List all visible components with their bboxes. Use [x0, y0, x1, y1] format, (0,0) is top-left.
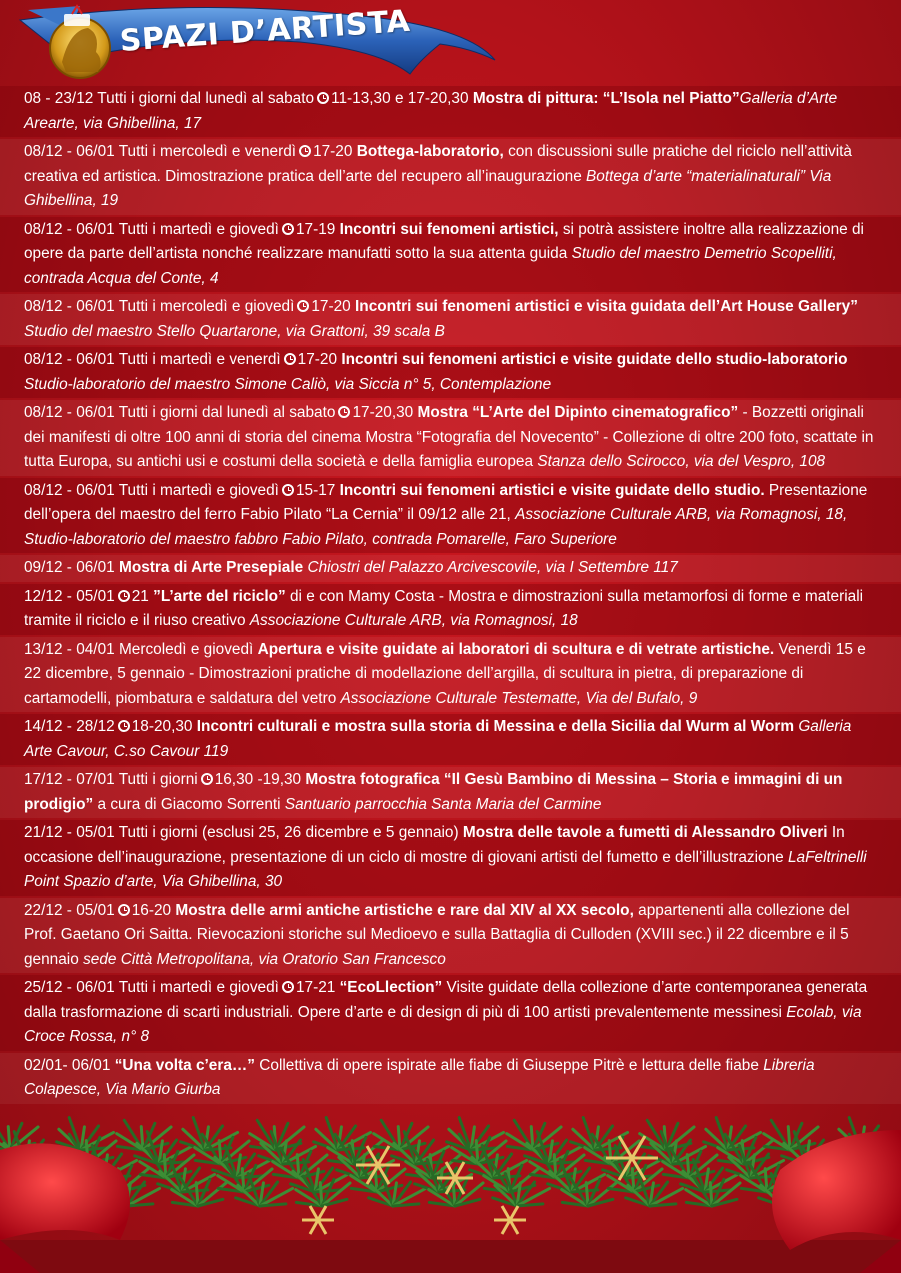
event-entry	[0, 294, 901, 345]
event-location: Libreria Colapesce, Via Mario Giurba	[24, 1056, 815, 1098]
event-entry	[0, 637, 901, 713]
event-title: “EcoLlection”	[339, 979, 443, 996]
event-description: In occasione dell’inaugurazione, presentazione di un ciclo di mostre di giovani artisti del fumetto e dell’illustrazione	[24, 824, 845, 866]
event-location: Ecolab, via Croce Rossa, n° 8	[24, 1003, 862, 1045]
event-location: Stanza dello Scirocco, via del Vespro, 108	[537, 453, 826, 470]
christmas-garland-decoration	[0, 1090, 901, 1273]
event-time: 17-20	[311, 298, 351, 315]
clock-icon	[201, 773, 213, 785]
event-time: 21	[131, 587, 149, 605]
event-location: Associazione Culturale ARB, via Romagnosi, 18	[249, 612, 578, 629]
event-entry	[0, 767, 901, 818]
event-entry	[0, 139, 901, 215]
event-description: appartenenti alla collezione del Prof. Gaetano Ori Saitta. Rievocazioni storiche sul Medioevo e sulla Battaglia di Culloden (XVIII sec.) il 22 dicembre e il 5 gennaio	[24, 901, 850, 968]
event-title: Mostra di Arte Presepiale	[119, 559, 304, 576]
event-date: 08 - 23/12 Tutti i giorni dal lunedì al sabato	[24, 90, 315, 107]
event-title: Incontri sui fenomeni artistici e visite guidate dello studio.	[339, 481, 765, 499]
event-location: Associazione Culturale ARB, via Romagnosi, 18, Studio-laboratorio del maestro fabbro Fabio Pilato, contrada Pomarelle, Faro Superiore	[24, 506, 848, 548]
event-description: Presentazione dell’opera del maestro del ferro Fabio Pilato “La Cernia” il 09/12 alle 21,	[24, 481, 868, 523]
event-title: Mostra delle armi antiche artistiche e rare dal XIV al XX secolo,	[175, 901, 634, 919]
event-description: Collettiva di opere ispirate alle fiabe di Giuseppe Pitrè e lettura delle fiabe	[255, 1056, 764, 1074]
event-date: 14/12 - 28/12	[24, 718, 115, 735]
event-title: ”L’arte del riciclo”	[153, 587, 286, 605]
event-time: 16,30 -19,30	[214, 771, 302, 788]
event-title: Mostra di pittura: “L’Isola nel Piatto”	[472, 90, 740, 107]
event-entry	[0, 400, 901, 476]
event-entry	[0, 217, 901, 293]
event-time: 15-17	[295, 481, 336, 499]
event-title: Apertura e visite guidate ai laboratori di scultura e di vetrate artistiche.	[257, 640, 775, 658]
clock-icon	[338, 406, 350, 418]
event-title: Mostra delle tavole a fumetti di Alessandro Oliveri	[462, 824, 828, 841]
event-title: Mostra “L’Arte del Dipinto cinematografico”	[417, 404, 739, 421]
event-date: 08/12 - 06/01 Tutti i martedì e venerdì	[24, 351, 281, 368]
event-title: Incontri culturali e mostra sulla storia di Messina e della Sicilia dal Wurm al Worm	[196, 718, 795, 735]
event-location: Associazione Culturale Testematte, Via del Bufalo, 9	[340, 689, 698, 707]
event-location: Santuario parrocchia Santa Maria del Carmine	[284, 795, 602, 813]
event-location: Bottega d’arte “materialinaturali” Via Ghibellina, 19	[24, 167, 832, 209]
event-date: 08/12 - 06/01 Tutti i mercoledì e venerdì	[24, 143, 297, 160]
event-time: 18-20,30	[131, 718, 193, 735]
event-location: Galleria Arte Cavour, C.so Cavour 119	[24, 718, 852, 760]
page-title: SPAZI D’ARTISTA	[118, 3, 412, 59]
clock-icon	[118, 904, 130, 916]
event-entry	[0, 555, 901, 582]
event-title: Incontri sui fenomeni artistici e visite guidate dello studio-laboratorio	[341, 351, 848, 368]
clock-icon	[282, 484, 294, 496]
event-location: Chiostri del Palazzo Arcivescovile, via I Settembre 117	[307, 559, 678, 576]
clock-icon	[118, 590, 130, 602]
event-entry	[0, 898, 901, 974]
event-title: Bottega-laboratorio,	[356, 143, 504, 160]
clock-icon	[282, 223, 294, 235]
event-date: 22/12 - 05/01	[24, 901, 115, 919]
clock-icon	[118, 720, 130, 732]
event-time: 17-21	[295, 979, 336, 996]
event-location: Galleria d’Arte Arearte, via Ghibellina, 17	[24, 90, 838, 132]
event-description: Venerdì 15 e 22 dicembre, 5 gennaio - Dimostrazioni pratiche di modellazione dell’argilla, di scultura in pietra, di preparazione di cartamodelli, piombatura e saldatura del vetro	[24, 640, 866, 707]
event-entry	[0, 478, 901, 554]
event-time: 17-19	[295, 220, 336, 238]
event-time: 17-20	[313, 143, 353, 160]
event-title: Mostra fotografica “Il Gesù Bambino di Messina – Storia e immagini di un prodigio”	[24, 771, 843, 813]
event-description: a cura di Giacomo Sorrenti	[93, 795, 285, 813]
event-entry	[0, 820, 901, 896]
event-location: LaFeltrinelli Point Spazio d’arte, Via Ghibellina, 30	[24, 848, 867, 890]
clock-icon	[299, 145, 311, 157]
event-title: “Una volta c’era…”	[114, 1056, 255, 1074]
event-title: Incontri sui fenomeni artistici e visita guidata dell’Art House Gallery”	[355, 298, 858, 315]
event-description: con discussioni sulle pratiche del riciclo nell’attività creativa ed artistica. Dimostrazione pratica dell’arte del recupero all’inaugurazione	[24, 143, 852, 185]
event-date: 08/12 - 06/01 Tutti i martedì e giovedì	[24, 481, 279, 499]
event-date: 02/01- 06/01	[24, 1056, 111, 1074]
event-description: - Bozzetti originali dei manifesti di oltre 100 anni di storia del cinema Mostra “Fotografia del Novecento” - Collezione di oltre 200 foto, scattate in tutta Europa, su antichi usi e costumi della società e della famiglia europea	[24, 404, 874, 470]
event-entry	[0, 975, 901, 1051]
event-date: 21/12 - 05/01 Tutti i giorni (esclusi 25, 26 dicembre e 5 gennaio)	[24, 824, 459, 841]
event-title: Incontri sui fenomeni artistici,	[339, 220, 559, 238]
event-date: 13/12 - 04/01 Mercoledì e giovedì	[24, 640, 254, 658]
event-description: Visite guidate della collezione d’arte contemporanea generata dalla trasformazione di scarti industriali. Opere d’arte e di design di più di 100 artisti prevalentemente messinesi	[24, 979, 868, 1021]
event-time: 11-13,30 e 17-20,30	[331, 90, 469, 107]
clock-icon	[284, 353, 296, 365]
event-time: 17-20,30	[352, 404, 414, 421]
event-date: 17/12 - 07/01 Tutti i giorni	[24, 771, 198, 788]
event-location: Studio del maestro Stello Quartarone, via Grattoni, 39 scala B	[24, 322, 445, 340]
event-date: 08/12 - 06/01 Tutti i martedì e giovedì	[24, 220, 279, 238]
event-entry	[0, 714, 901, 765]
clock-icon	[297, 300, 309, 312]
event-entry	[0, 584, 901, 635]
event-list	[0, 86, 901, 1106]
event-entry	[0, 347, 901, 398]
event-date: 25/12 - 06/01 Tutti i martedì e giovedì	[24, 979, 279, 996]
event-entry	[0, 86, 901, 137]
clock-icon	[317, 92, 329, 104]
event-location: Studio-laboratorio del maestro Simone Caliò, via Siccia n° 5, Contemplazione	[24, 375, 552, 393]
event-date: 08/12 - 06/01 Tutti i mercoledì e giovedì	[24, 298, 295, 315]
header-banner	[0, 0, 901, 90]
event-time: 16-20	[131, 901, 172, 919]
event-description: si potrà assistere inoltre alla realizzazione di opere da parte dell’artista nonché realizzare manufatti sotto la sua attenta guida	[24, 220, 864, 262]
clock-icon	[282, 981, 294, 993]
event-time: 17-20	[297, 351, 338, 368]
event-date: 08/12 - 06/01 Tutti i giorni dal lunedì al sabato	[24, 404, 336, 421]
event-location: sede Città Metropolitana, via Oratorio San Francesco	[83, 950, 446, 968]
event-date: 09/12 - 06/01	[24, 559, 115, 576]
event-location: Studio del maestro Demetrio Scopelliti, contrada Acqua del Conte, 4	[24, 245, 837, 287]
event-description: di e con Mamy Costa - Mostra e dimostrazioni sulla metamorfosi di forme e materiali tramite il riciclo e il riuso creativo	[24, 587, 864, 629]
event-date: 12/12 - 05/01	[24, 587, 115, 605]
